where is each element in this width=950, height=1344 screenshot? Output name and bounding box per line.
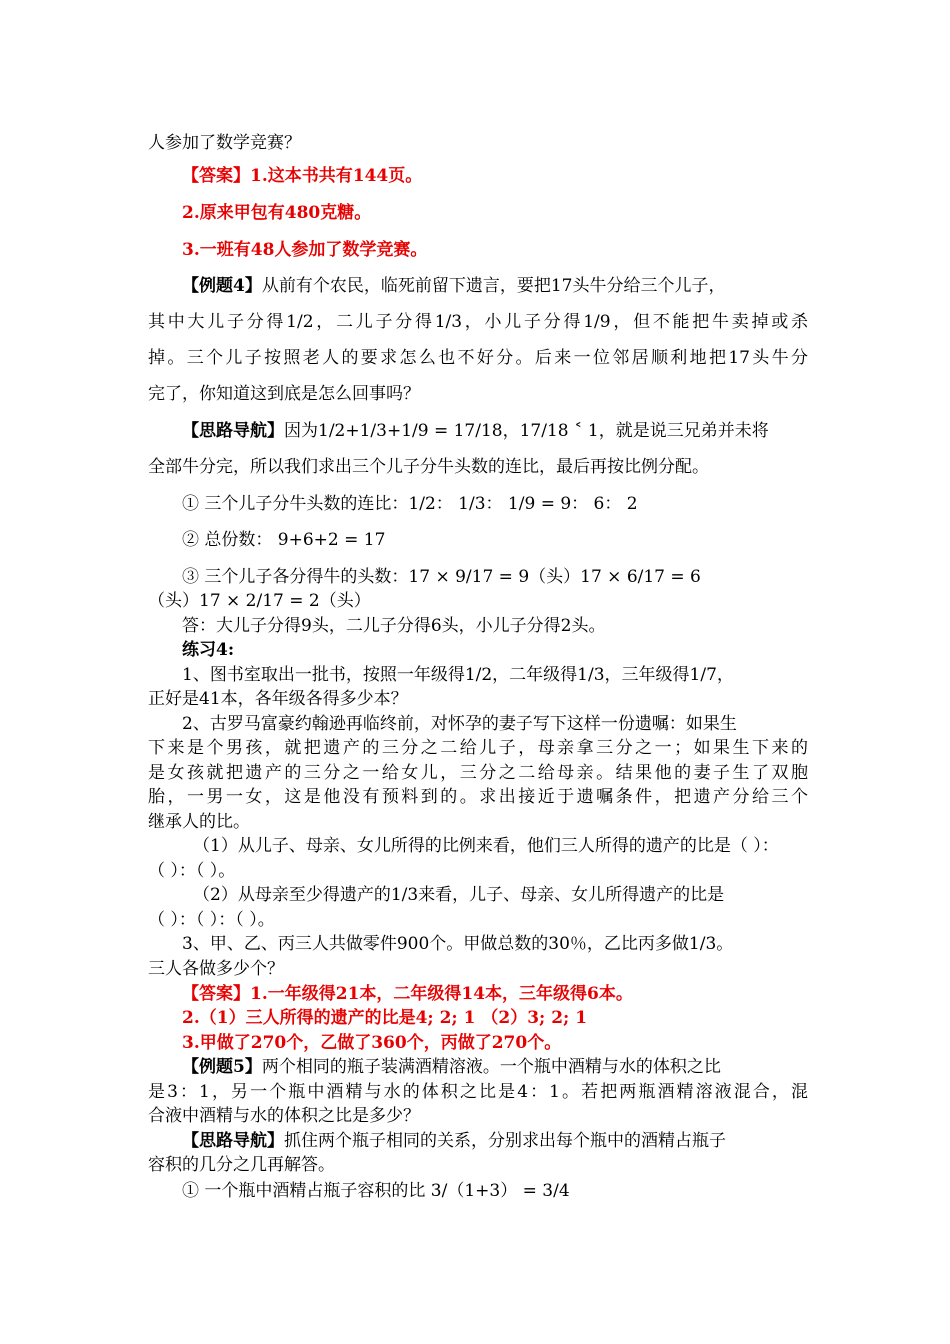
answer-line: 2.（1）三人所得的遗产的比是4; 2; 1 （2）3; 2; 1 xyxy=(182,1008,588,1028)
example-4-paragraph xyxy=(182,275,808,297)
text-line: 1、图书室取出一批书，按照一年级得1/2，二年级得1/3，三年级得1/7， xyxy=(182,665,734,685)
text-line: （ ）：（ ）。 xyxy=(148,861,236,881)
text-line: 人参加了数学竞赛？ xyxy=(148,133,301,153)
text-line: 抓住两个瓶子相同的关系，分别求出每个瓶中的酒精占瓶子 xyxy=(284,1131,726,1151)
text-line: 合液中酒精与水的体积之比是多少？ xyxy=(148,1106,420,1126)
text-line: 从前有个农民，临死前留下遗言，要把17头牛分给三个儿子， xyxy=(261,276,726,296)
answer-line: 2.原来甲包有480克糖。 xyxy=(182,203,372,223)
text-line: 因为1/2+1/3+1/9 = 17/18，17/18 ˂ 1，就是说三兄弟并未将 xyxy=(284,421,769,441)
text-line: 两个相同的瓶子装满酒精溶液。一个瓶中酒精与水的体积之比 xyxy=(261,1057,721,1077)
example-5-paragraph xyxy=(182,1056,808,1078)
text-line: （ ）：（ ）：（ ）。 xyxy=(148,910,275,930)
text-line: 完了，你知道这到底是怎么回事吗？ xyxy=(148,384,420,404)
text-line: 2、古罗马富豪约翰逊再临终前，对怀孕的妻子写下这样一份遗嘱：如果生 xyxy=(182,714,737,734)
step-item: ② 总份数： 9+6+2 = 17 xyxy=(182,530,386,550)
hint-paragraph xyxy=(182,1130,808,1152)
example-4-label: 【例题4】 xyxy=(182,276,262,296)
text-line: （1）从儿子、母亲、女儿所得的比例来看，他们三人所得的遗产的比是（ ）： xyxy=(193,836,779,856)
hint-paragraph xyxy=(182,420,808,442)
answer-line: 3.一班有48人参加了数学竞赛。 xyxy=(182,240,428,260)
example-5-label: 【例题5】 xyxy=(182,1057,262,1077)
text-line: 掉。三个儿子按照老人的要求怎么也不好分。后来一位邻居顺利地把17头牛分 xyxy=(148,348,808,368)
answer-line: 【答案】1.一年级得21本，二年级得14本，三年级得6本。 xyxy=(182,984,633,1004)
hint-label: 【思路导航】 xyxy=(182,1131,284,1151)
answer-text: 答：大儿子分得9头，二儿子分得6头，小儿子分得2头。 xyxy=(182,616,606,636)
text-line: 正好是41本，各年级各得多少本？ xyxy=(148,689,408,709)
answer-line: 【答案】1.这本书共有144页。 xyxy=(182,166,423,186)
exercise-4-heading: 练习4: xyxy=(182,640,235,660)
text-line: 下来是个男孩，就把遗产的三分之二给儿子，母亲拿三分之一；如果生下来的 xyxy=(148,738,808,758)
text-line: 是女孩就把遗产的三分之一给女儿，三分之二给母亲。结果他的妻子生了双胞 xyxy=(148,763,808,783)
step-item: ① 一个瓶中酒精占瓶子容积的比 3/（1+3） = 3/4 xyxy=(182,1181,570,1201)
text-line: 3、甲、乙、丙三人共做零件900个。甲做总数的30％，乙比丙多做1/3。 xyxy=(182,934,734,954)
answer-line: 3.甲做了270个，乙做了360个，丙做了270个。 xyxy=(182,1033,562,1053)
text-line: 其中大儿子分得1/2，二儿子分得1/3，小儿子分得1/9，但不能把牛卖掉或杀 xyxy=(148,312,808,332)
text-line: 是3：1，另一个瓶中酒精与水的体积之比是4：1。若把两瓶酒精溶液混合，混 xyxy=(148,1082,808,1102)
text-line: 三人各做多少个？ xyxy=(148,959,284,979)
step-item: ③ 三个儿子各分得牛的头数：17 × 9/17 = 9（头）17 × 6/17 = 6 xyxy=(182,567,701,587)
text-line: 全部牛分完，所以我们求出三个儿子分牛头数的连比，最后再按比例分配。 xyxy=(148,457,709,477)
text-line: （2）从母亲至少得遗产的1/3来看，儿子、母亲、女儿所得遗产的比是 xyxy=(193,885,725,905)
text-line: 容积的几分之几再解答。 xyxy=(148,1155,335,1175)
text-line: （头）17 × 2/17 = 2（头） xyxy=(148,591,371,611)
text-line: 胎，一男一女，这是他没有预料到的。求出接近于遗嘱条件，把遗产分给三个 xyxy=(148,787,808,807)
step-item: ① 三个儿子分牛头数的连比：1/2： 1/3： 1/9 = 9： 6： 2 xyxy=(182,494,638,514)
text-line: 继承人的比。 xyxy=(148,812,250,832)
hint-label: 【思路导航】 xyxy=(182,421,284,441)
